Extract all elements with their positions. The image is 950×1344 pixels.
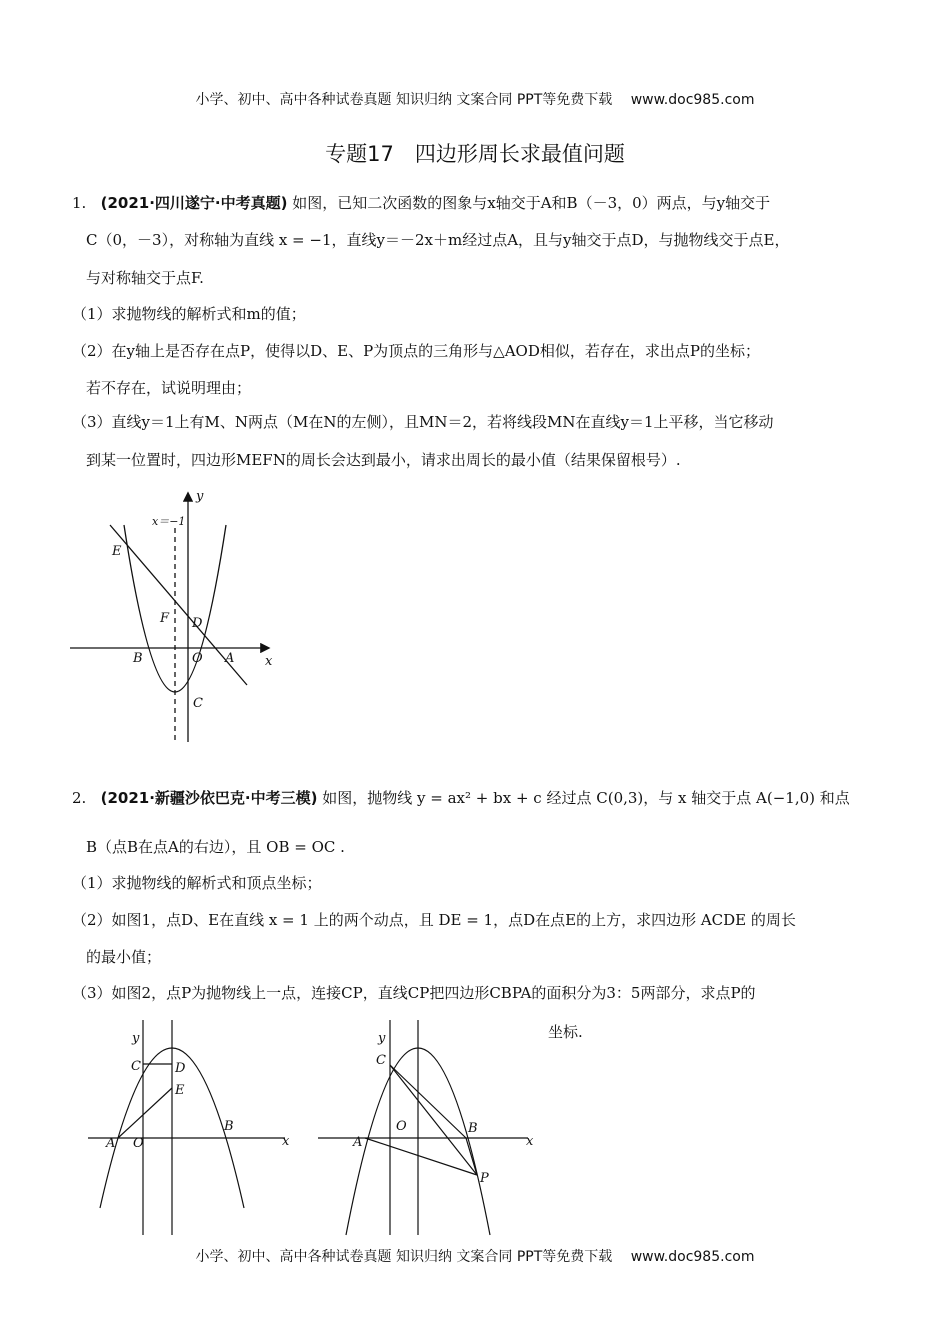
q2-number: 2. <box>72 789 87 807</box>
q2-line-3: （2）如图1，点D、E在直线 x = 1 上的两个动点，且 DE = 1，点D在点E的上方，求四边形 ACDE 的周长 <box>72 911 796 929</box>
label-y: y <box>378 1031 386 1046</box>
q2-line-2: （1）求抛物线的解析式和顶点坐标； <box>72 874 322 892</box>
q2-line-1: B（点B在点A的右边），且 OB = OC . <box>86 838 345 856</box>
label-axis: x＝−1 <box>152 515 186 528</box>
label-x: x <box>265 654 273 669</box>
q2-line-4: 的最小值； <box>86 948 162 966</box>
label-B: B <box>224 1119 234 1134</box>
q2-text: 如图，抛物线 y = ax² + bx + c 经过点 C(0,3)，与 x 轴交于点 A(−1,0) 和点 <box>322 789 850 807</box>
q1-line-6: （3）直线y＝1上有M、N两点（M在N的左侧），且MN＝2，若将线段MN在直线y＝1上平移，当它移动 <box>72 413 774 431</box>
label-x: x <box>282 1134 290 1149</box>
label-O: O <box>133 1136 144 1151</box>
q1-line-5: 若不存在，试说明理由； <box>86 379 252 397</box>
label-F: F <box>160 611 170 626</box>
label-B: B <box>468 1121 478 1136</box>
figure-q1-labels <box>111 489 273 711</box>
label-B: B <box>133 651 143 666</box>
label-A: A <box>225 651 235 666</box>
label-C: C <box>376 1053 386 1068</box>
label-x: x <box>526 1134 534 1149</box>
q1-line-4: （2）在y轴上是否存在点P，使得以D、E、P为顶点的三角形与△AOD相似，若存在，求出点P的坐标； <box>72 342 760 360</box>
q1-line-3: （1）求抛物线的解析式和m的值； <box>72 305 306 323</box>
q2-line-5: （3）如图2，点P为抛物线上一点，连接CP，直线CP把四边形CBPA的面积分为3：5两部分，求点P的 <box>72 984 756 1002</box>
label-O: O <box>192 651 203 666</box>
label-A: A <box>106 1136 116 1151</box>
figure-q2-2 <box>318 1020 528 1235</box>
label-D: D <box>192 616 203 631</box>
label-E: E <box>175 1083 185 1098</box>
q1-line-1: C（0，－3），对称轴为直线 x = −1，直线y＝－2x＋m经过点A，且与y轴交于点D，与抛物线交于点E， <box>86 231 790 249</box>
q2-line-6: 坐标. <box>548 1023 583 1041</box>
label-P: P <box>480 1171 489 1186</box>
label-E: E <box>112 544 122 559</box>
q1-text: 如图，已知二次函数的图象与x轴交于A和B（－3，0）两点，与y轴交于 <box>292 194 771 212</box>
q1-number: 1. <box>72 194 87 212</box>
q2-source: (2021·新疆沙依巴克·中考三模) <box>100 789 318 807</box>
page-title: 专题17 四边形周长求最值问题 <box>325 142 625 166</box>
label-C: C <box>131 1059 141 1074</box>
q1-line-7: 到某一位置时，四边形MEFN的周长会达到最小，请求出周长的最小值（结果保留根号）. <box>86 451 681 469</box>
label-O: O <box>396 1119 407 1134</box>
label-D: D <box>175 1061 186 1076</box>
q1-line-2: 与对称轴交于点F. <box>86 269 204 287</box>
page-header: 小学、初中、高中各种试卷真题 知识归纳 文案合同 PPT等免费下载 www.doc985.com <box>195 92 755 108</box>
q1-source: (2021·四川遂宁·中考真题) <box>100 194 288 212</box>
label-y: y <box>196 489 204 504</box>
figure-q2-1-labels <box>105 1031 290 1151</box>
label-y: y <box>132 1031 140 1046</box>
label-A: A <box>353 1135 363 1150</box>
figure-q2-2-labels <box>352 1031 534 1186</box>
figure-q2-1 <box>88 1020 285 1235</box>
page-footer: 小学、初中、高中各种试卷真题 知识归纳 文案合同 PPT等免费下载 www.doc985.com <box>195 1249 755 1265</box>
label-C: C <box>193 696 203 711</box>
